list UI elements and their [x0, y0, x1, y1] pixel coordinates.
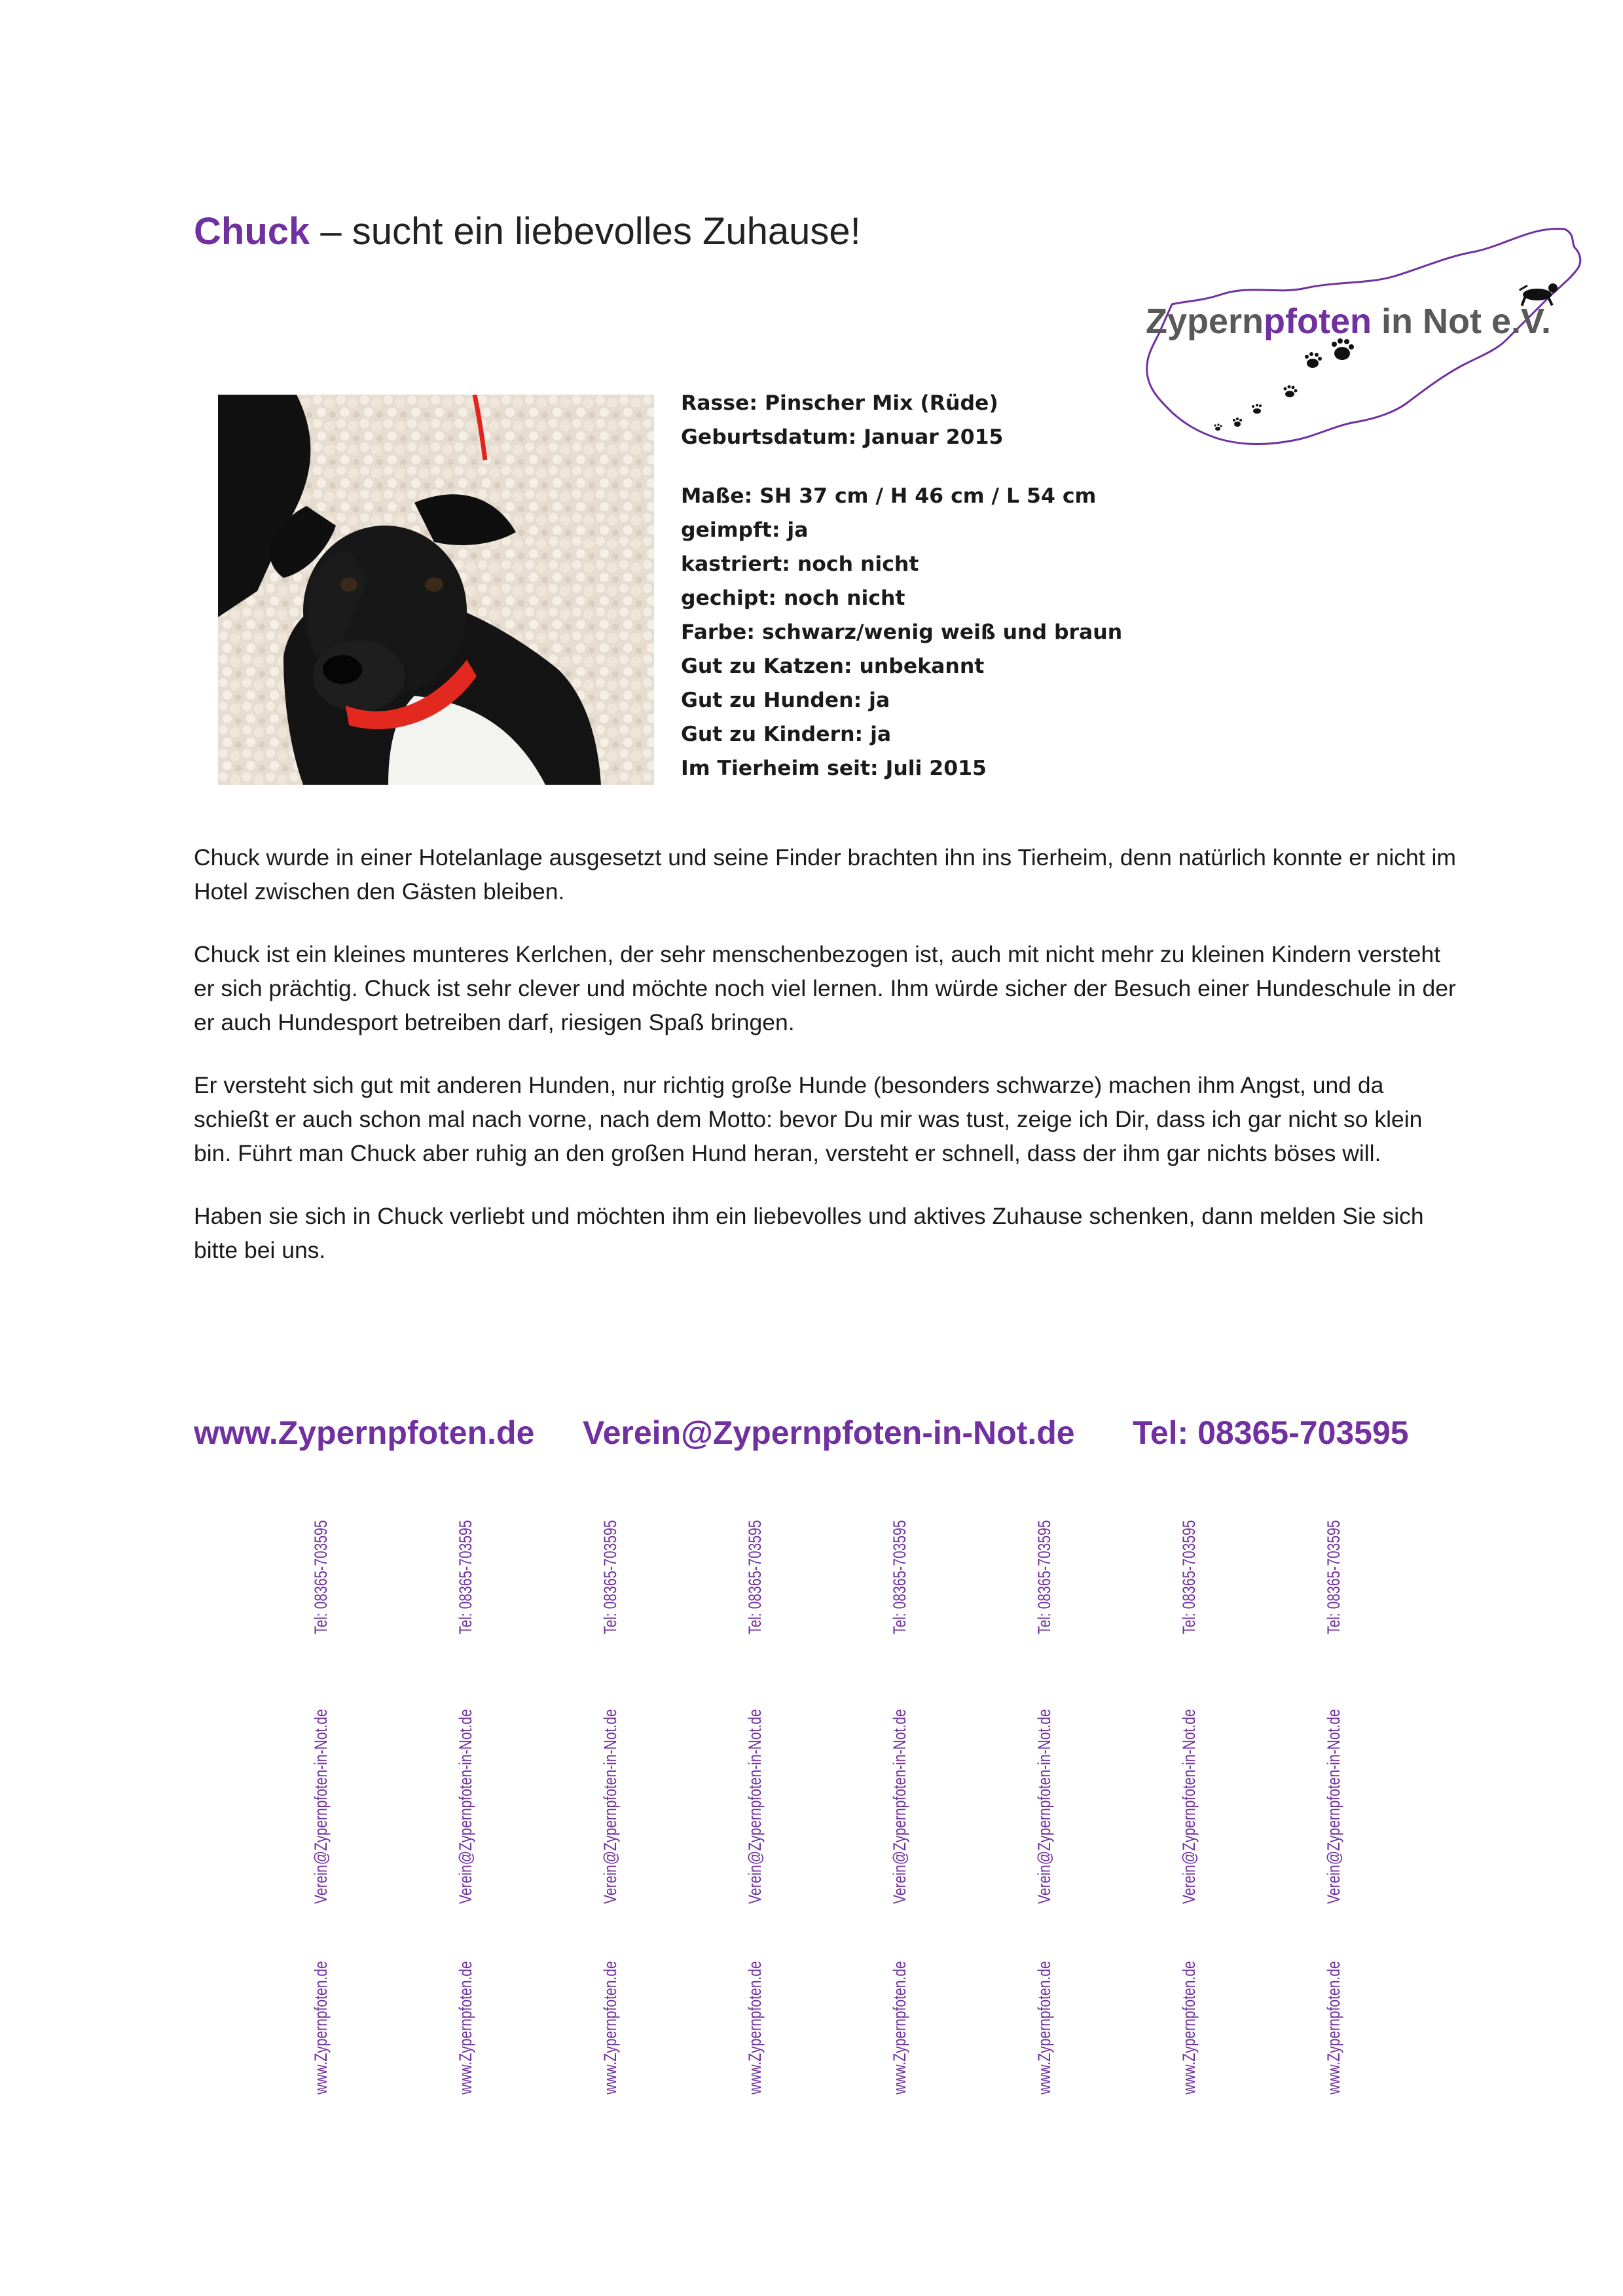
organization-logo: [1139, 216, 1584, 465]
tear-off-website: www.Zypernpfoten.de: [1034, 1961, 1054, 2094]
tear-off-phone: Tel: 08365-703595: [1034, 1520, 1054, 1635]
paragraph: Chuck wurde in einer Hotelanlage ausgesetzt und seine Finder brachten ihn ins Tierheim, denn natürlich konnte er nicht im Hotel zwischen den Gästen bleiben.: [194, 844, 1456, 905]
paragraph: Haben sie sich in Chuck verliebt und möchten ihm ein liebevolles und aktives Zuhause schenken, dann melden Sie sich bitte bei uns.: [194, 1203, 1424, 1263]
tear-off-email: Verein@Zypernpfoten-in-Not.de: [310, 1709, 331, 1904]
tear-off-website: www.Zypernpfoten.de: [310, 1961, 331, 2094]
fact-birthdate: Geburtsdatum: Januar 2015: [681, 425, 1004, 449]
tear-off-phone: Tel: 08365-703595: [310, 1520, 331, 1635]
tear-off-strip[interactable]: [992, 1520, 1054, 2094]
paw-prints-icon: [1214, 338, 1354, 431]
fact-good-with-kids: Gut zu Kindern: ja: [681, 723, 892, 746]
tear-off-phone: Tel: 08365-703595: [889, 1520, 909, 1635]
logo-text-part3: in Not e.V.: [1372, 302, 1552, 341]
tear-off-email: Verein@Zypernpfoten-in-Not.de: [744, 1709, 765, 1904]
dog-name: Chuck: [194, 210, 310, 253]
tear-off-website: www.Zypernpfoten.de: [1323, 1961, 1343, 2094]
tear-off-phone: Tel: 08365-703595: [744, 1520, 765, 1635]
fact-shelter-since: Im Tierheim seit: Juli 2015: [681, 757, 987, 780]
fact-spacer: [681, 454, 1205, 479]
tear-off-strip[interactable]: [847, 1520, 909, 2094]
paragraph: Chuck ist ein kleines munteres Kerlchen, der sehr menschenbezogen ist, auch mit nicht mehr zu kleinen Kindern versteht er sich prächtig. Chuck ist sehr clever und möchte noch viel lernen. Ihm würde sicher der Besuch einer Hundeschule in der er auch Hundesport betreiben darf, riesigen Spaß bringen.: [194, 941, 1456, 1035]
paragraph: Er versteht sich gut mit anderen Hunden, nur richtig große Hunde (besonders schwarze) machen ihm Angst, und da schießt er auch schon mal nach vorne, nach dem Motto: bevor Du mir was tust, zeige ich Dir, dass ich gar nicht so klein bin. Führt man Chuck aber ruhig an den großen Hund heran, versteht er schnell, dass der ihm gar nichts böses will.: [194, 1072, 1423, 1166]
title-tagline: – sucht ein liebevolles Zuhause!: [310, 210, 861, 253]
tear-off-email: Verein@Zypernpfoten-in-Not.de: [1178, 1709, 1199, 1904]
fact-vaccinated: geimpft: ja: [681, 518, 809, 542]
tear-off-phone: Tel: 08365-703595: [1178, 1520, 1199, 1635]
tear-off-website: www.Zypernpfoten.de: [455, 1961, 475, 2094]
fact-good-with-dogs: Gut zu Hunden: ja: [681, 689, 890, 712]
fact-chipped: gechipt: noch nicht: [681, 586, 905, 610]
fact-breed: Rasse: Pinscher Mix (Rüde): [681, 391, 998, 415]
tear-off-email: Verein@Zypernpfoten-in-Not.de: [889, 1709, 909, 1904]
tear-off-strip[interactable]: [268, 1520, 331, 2094]
tear-off-website: www.Zypernpfoten.de: [1178, 1961, 1199, 2094]
tear-off-website: www.Zypernpfoten.de: [889, 1961, 909, 2094]
logo-text-part1: Zypern: [1146, 302, 1264, 341]
fact-measurements: Maße: SH 37 cm / H 46 cm / L 54 cm: [681, 484, 1097, 508]
tear-off-website: www.Zypernpfoten.de: [600, 1961, 620, 2094]
dog-photo: [218, 395, 654, 785]
tear-off-strip[interactable]: [558, 1520, 620, 2094]
website-link[interactable]: www.Zypernpfoten.de: [194, 1414, 535, 1451]
tear-off-email: Verein@Zypernpfoten-in-Not.de: [455, 1709, 475, 1904]
phone-number[interactable]: Tel: 08365-703595: [1133, 1414, 1409, 1451]
contact-line: [194, 1414, 1503, 1466]
tear-off-strip[interactable]: [413, 1520, 475, 2094]
page-title: [194, 207, 861, 257]
tear-off-strip[interactable]: [1137, 1520, 1199, 2094]
fact-neutered: kastriert: noch nicht: [681, 552, 919, 576]
fact-good-with-cats: Gut zu Katzen: unbekannt: [681, 655, 985, 678]
tear-off-strip[interactable]: [1281, 1520, 1343, 2094]
tear-off-phone: Tel: 08365-703595: [1323, 1520, 1343, 1635]
tear-off-phone: Tel: 08365-703595: [600, 1520, 620, 1635]
tear-off-email: Verein@Zypernpfoten-in-Not.de: [1034, 1709, 1054, 1904]
logo-text-part2: pfoten: [1264, 302, 1372, 341]
tear-off-email: Verein@Zypernpfoten-in-Not.de: [1323, 1709, 1343, 1904]
fact-color: Farbe: schwarz/wenig weiß und braun: [681, 620, 1123, 644]
tear-off-phone: Tel: 08365-703595: [455, 1520, 475, 1635]
logo-wordmark: [1146, 301, 1551, 342]
tear-off-email: Verein@Zypernpfoten-in-Not.de: [600, 1709, 620, 1904]
email-link[interactable]: Verein@Zypernpfoten-in-Not.de: [583, 1414, 1075, 1451]
description: [194, 840, 1457, 1296]
tear-off-strip[interactable]: [702, 1520, 765, 2094]
tear-off-website: www.Zypernpfoten.de: [744, 1961, 765, 2094]
dog-facts: [681, 386, 1205, 785]
